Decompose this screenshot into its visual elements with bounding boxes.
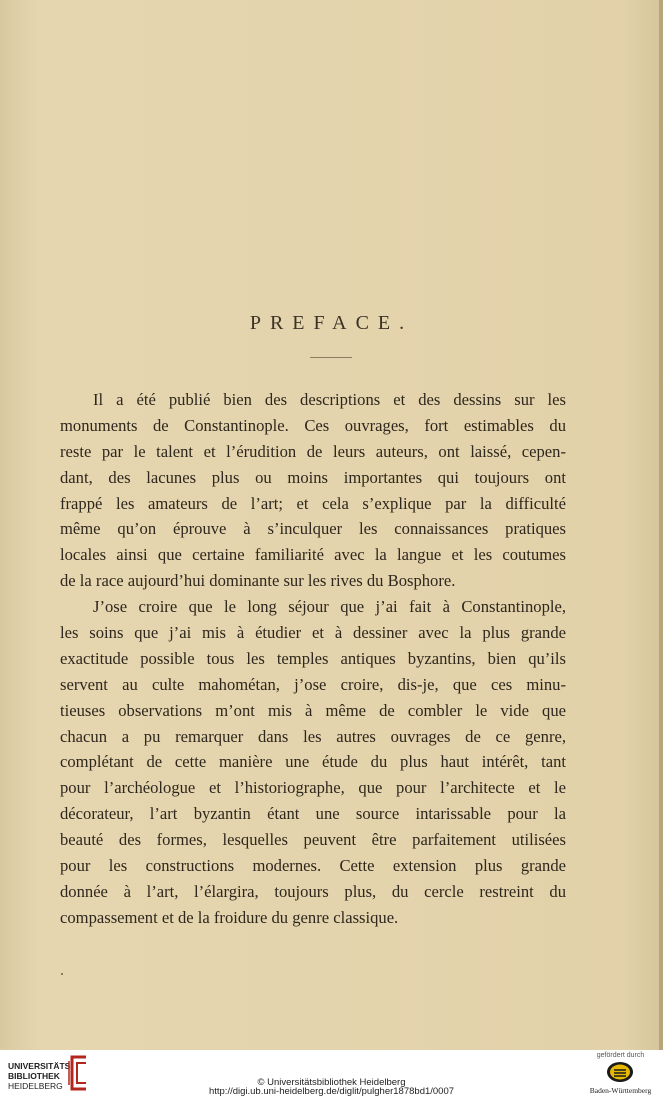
page-title: PREFACE. xyxy=(249,312,414,334)
text-line: reste par le talent et l’érudition de leurs auteurs, ont laissé, cepen- xyxy=(60,441,566,461)
text-line: décorateur, l’art byzantin étant une source intarissable pour la xyxy=(60,804,566,824)
text-line: donnée à l’art, l’élargira, toujours plus, du cercle restreint du xyxy=(60,881,566,901)
text-line: complétant de cette manière une étude du plus haut intérêt, tant xyxy=(60,752,566,772)
text-line: chacun a pu remarquer dans les autres ouvrages de ce genre, xyxy=(60,726,566,746)
text-line: les soins que j’ai mis à étudier et à dessiner avec la plus grande xyxy=(60,623,566,643)
page-edge xyxy=(659,0,663,1050)
text-line: monuments de Constantinople. Ces ouvrages, fort estimables du xyxy=(60,415,566,435)
text-line: Il a été publié bien des descriptions et des dessins sur les xyxy=(93,390,566,409)
sponsor-label: Baden-Württemberg xyxy=(589,1086,652,1095)
library-name-line1[interactable]: UNIVERSITÄTS- xyxy=(8,1061,74,1071)
text-line: dant, des lacunes plus ou moins importantes qui toujours ont xyxy=(60,467,566,487)
funded-by-label: gefördert durch xyxy=(596,1052,645,1059)
permalink-url[interactable]: http://digi.ub.uni-heidelberg.de/diglit/pulgher1878bd1/0007 xyxy=(208,1086,455,1097)
copyright-notice: © Universitätsbibliothek Heidelberg xyxy=(257,1077,406,1088)
coat-of-arms-icon xyxy=(605,1061,635,1083)
text-line: frappé les amateurs de l’art; et cela s’explique par la difficulté xyxy=(60,493,566,513)
text-line: exactitude possible tous les temples antiques byzantins, bien qu’ils xyxy=(60,648,566,668)
text-line: tieuses observations m’ont mis à même de combler le vide que xyxy=(60,700,566,720)
text-line: compassement et de la froidure du genre classique. xyxy=(60,907,399,927)
title-divider xyxy=(310,357,352,358)
text-line: pour l’archéologue et l’historiographe, que pour l’architecte et le xyxy=(60,778,566,798)
preface-text xyxy=(60,387,566,931)
library-name-line3[interactable]: HEIDELBERG xyxy=(8,1081,63,1091)
text-line: pour les constructions modernes. Cette extension plus grande xyxy=(60,856,566,876)
paragraph-2 xyxy=(60,594,566,931)
text-line: locales ainsi que certaine familiarité avec la langue et les coutumes xyxy=(60,545,566,565)
text-line: servent au culte mahométan, j’ose croire, dis-je, que ces minu- xyxy=(60,674,566,694)
text-line: même qu’on éprouve à s’inculquer les connaissances pratiques xyxy=(60,519,566,539)
text-line: de la race aujourd’hui dominante sur les rives du Bosphore. xyxy=(60,571,456,591)
paragraph-1 xyxy=(60,387,566,594)
text-line: beauté des formes, lesquelles peuvent être parfaitement utilisées xyxy=(60,830,566,850)
library-name-line2[interactable]: BIBLIOTHEK xyxy=(8,1071,60,1081)
text-line: J’ose croire que le long séjour que j’ai fait à Constantinople, xyxy=(93,597,566,617)
ink-speck xyxy=(61,973,63,975)
